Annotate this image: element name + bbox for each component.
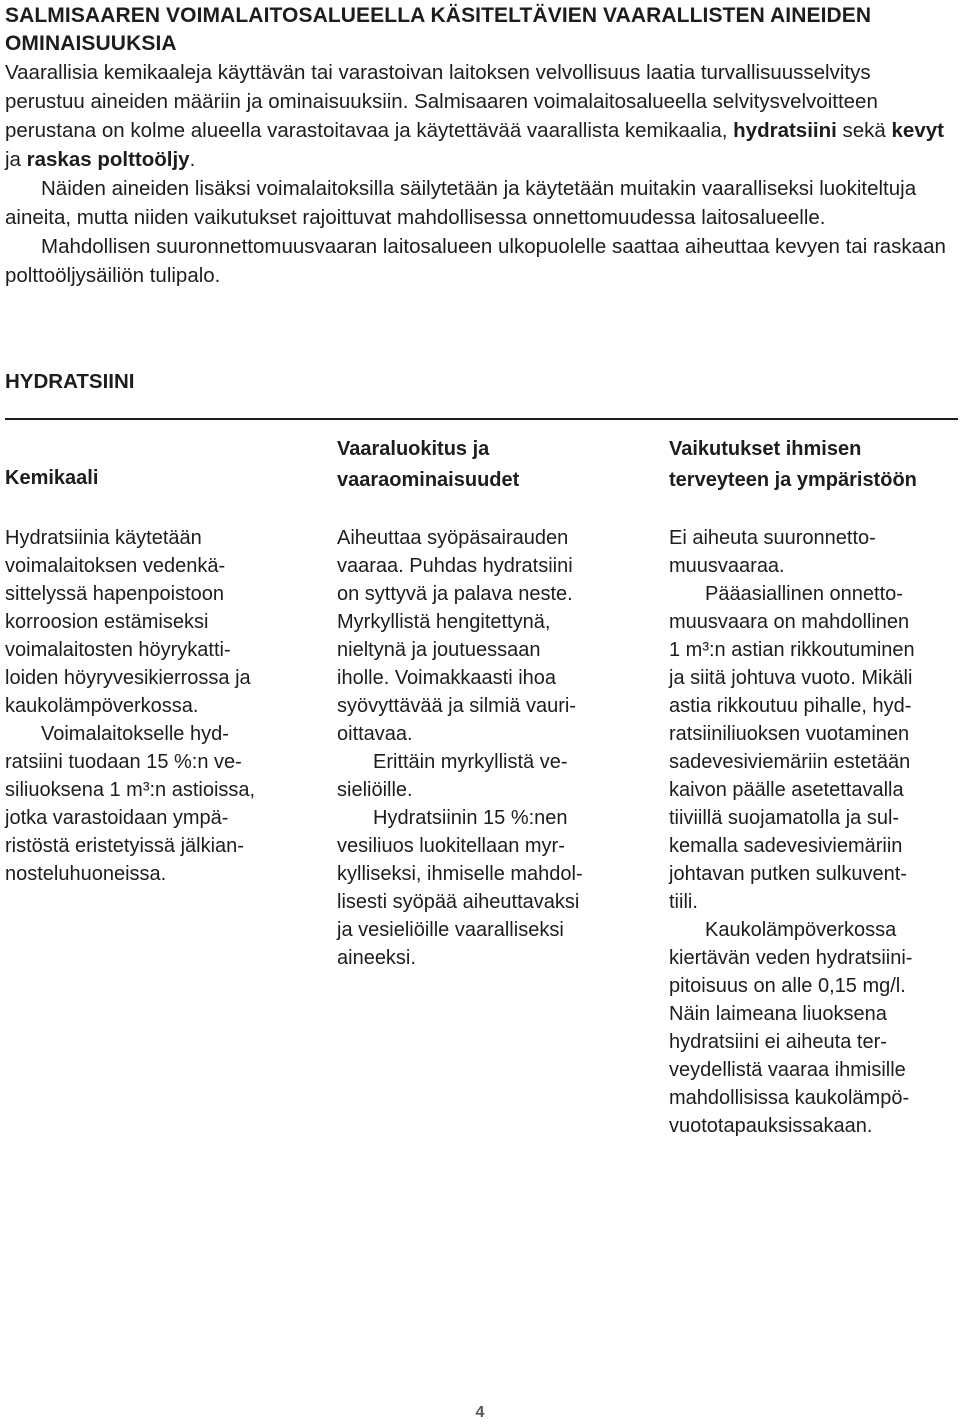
- column-paragraph: Ei aiheuta suuronnetto- muusvaaraa.: [669, 527, 876, 577]
- column-header-vaikutukset: Vaikutukset ihmisen terveyteen ja ympäristöön: [669, 438, 917, 491]
- intro-text-segment: sekä: [836, 119, 892, 142]
- section-divider: [5, 418, 958, 420]
- intro-paragraph-1: [5, 58, 953, 174]
- column-paragraph: Hydratsiinia käytetään voimalaitoksen vedenkä- sittelyssä hapenpoistoon korroosion estämiseksi voimalaitosten höyrykatti- loiden höyryvesikierrossa ja kaukolämpöverkossa.: [5, 527, 251, 717]
- column-header-kemikaali: Kemikaali: [5, 467, 99, 489]
- column-paragraph: Kaukolämpöverkossa kiertävän veden hydratsiini- pitoisuus on alle 0,15 mg/l. Näin laimeana liuoksena hydratsiini ei aiheuta ter- veydellistä vaaraa ihmisille mahdollisissa kaukolämpö- vuototapauksissakaan.: [669, 919, 913, 1137]
- column-paragraph: Voimalaitokselle hyd- ratsiini tuodaan 15 %:n ve- siliuoksena 1 m³:n astioissa, jotka varastoidaan ympä- ristöstä eristetyissä jälkian- nosteluhuoneissa.: [5, 723, 256, 885]
- bold-term-raskas-polttooljy: raskas polttoöljy: [26, 148, 190, 171]
- page-title: SALMISAAREN VOIMALAITOSALUEELLA KÄSITELTÄVIEN VAARALLISTEN AINEIDEN OMINAISUUKSIA: [5, 4, 872, 55]
- intro-paragraph-2: Näiden aineiden lisäksi voimalaitoksilla säilytetään ja käytetään muitakin vaaralliseksi luokiteltuja aineita, mutta niiden vaikutukset rajoittuvat mahdollisessa onnettomuudessa laitosalueelle.: [5, 177, 917, 229]
- column-kemikaali: [5, 524, 305, 888]
- column-paragraph: Hydratsiinin 15 %:nen vesiliuos luokitellaan myr- kylliseksi, ihmiselle mahdol- lisesti syöpää aiheuttavaksi ja vesieliöille vaaralliseksi aineeksi.: [337, 807, 583, 969]
- section-title: HYDRATSIINI: [5, 370, 135, 393]
- column-paragraph: Pääasiallinen onnetto- muusvaara on mahdollinen 1 m³:n astian rikkoutuminen ja siitä johtuva vuoto. Mikäli astia rikkoutuu pihalle, hyd- ratsiiniliuoksen vuotaminen sadevesiviemäriin estetään kaivon päälle asetettavalla tiiviillä suojamatolla ja sul- kemalla sadevesiviemäriin johtavan putken sulkuvent- tiili.: [669, 583, 915, 913]
- intro-text-segment: Vaarallisia kemikaaleja käyttävän tai varastoivan laitoksen velvollisuus laatia turvallisuusselvitys perustuu aineiden määriin ja ominaisuuksiin. Salmisaaren voimalaitosalueella selvitysvelvoitteen perustana on kolme alueella varastoitavaa ja käytettävää vaarallista kemikaalia,: [5, 61, 878, 142]
- page-number: 4: [475, 1404, 485, 1421]
- column-header-vaaraluokitus: Vaaraluokitus ja vaaraominaisuudet: [337, 438, 520, 491]
- column-paragraph: Erittäin myrkyllistä ve- sieliöille.: [337, 751, 568, 801]
- column-vaaraluokitus: [337, 524, 637, 972]
- intro-text: [5, 58, 953, 290]
- column-paragraph: Aiheuttaa syöpäsairauden vaaraa. Puhdas hydratsiini on syttyvä ja palava neste. Myrkyllistä hengitettynä, nieltynä ja joutuessaan iholle. Voimakkaasti ihoa syövyttävää ja silmiä vauri- oittavaa.: [337, 527, 576, 745]
- intro-text-segment: .: [189, 148, 196, 171]
- bold-term-kevyt: kevyt: [891, 119, 944, 142]
- intro-text-segment: ja: [5, 148, 27, 171]
- column-vaikutukset: [669, 524, 959, 1140]
- bold-term-hydratsiini: hydratsiini: [733, 119, 837, 142]
- intro-paragraph-3: Mahdollisen suuronnettomuusvaaran laitosalueen ulkopuolelle saattaa aiheuttaa kevyen tai raskaan polttoöljysäiliön tulipalo.: [5, 235, 946, 287]
